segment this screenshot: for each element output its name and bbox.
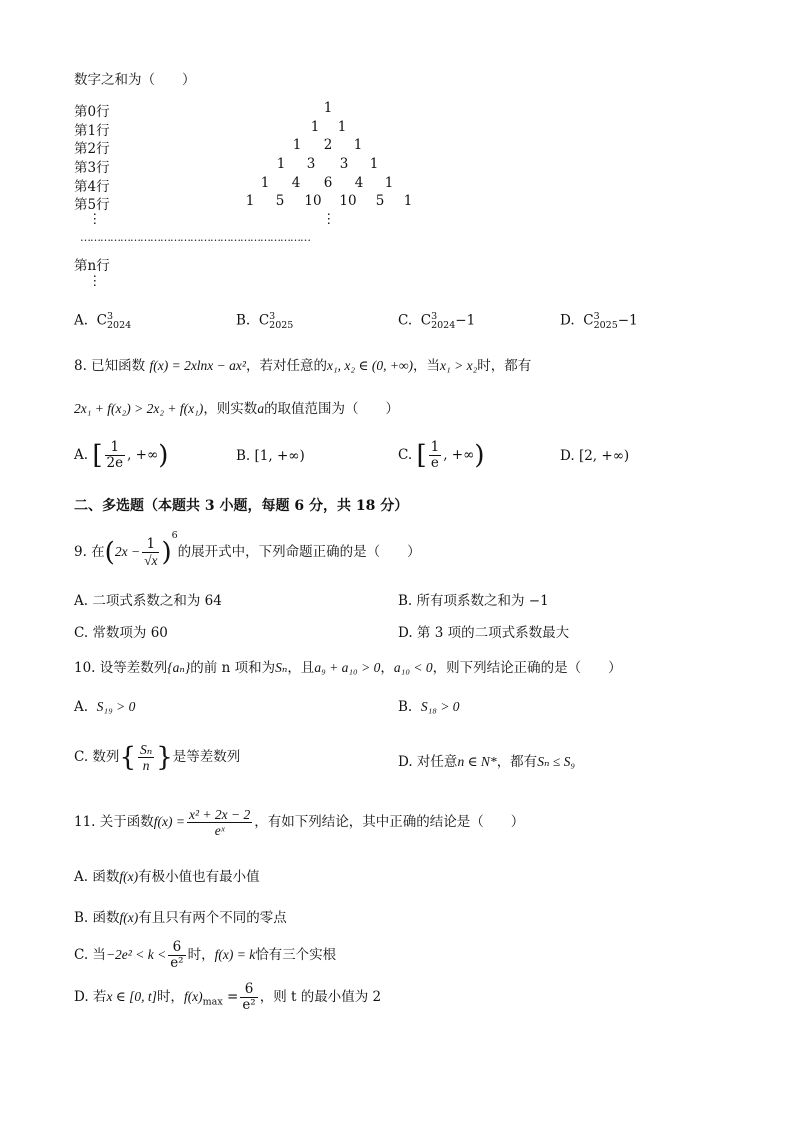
q11-option-a: A. 函数f(x)有极小值也有最小值 [74,869,260,885]
triangle-number: 4 [291,175,301,191]
triangle-number: 4 [354,175,364,191]
triangle-number: 1 [260,175,270,191]
q9-stem: 9. 在(2x − $\frac{1}{√x}$ )$^6$的展开式中，下列命题正确的是（ ） [74,530,421,568]
q10-option-c: C. 数列{ $\frac{\text{Sₙ}}{n}$ }是等差数列 [74,742,241,773]
q9-option-a: A. 二项式系数之和为 64 [74,593,222,609]
triangle-number: 5 [375,193,385,209]
question-continuation: 数字之和为（ ） [74,72,196,88]
triangle-number: 10 [304,193,322,209]
q10-option-b: B. S₁₈ > 0 [398,699,460,715]
triangle-number: 1 [292,137,302,153]
q10-option-d: D. 对任意n ∈ N*，都有Sₙ ≤ S₉ [398,754,576,770]
vdots: ⋮ [322,211,336,227]
q8-option-a: A. [ $\frac{1}{2e}$ , +∞) [74,439,169,471]
triangle-number: 3 [306,156,316,172]
triangle-number: 3 [339,156,349,172]
vdots: ⋮ [88,273,102,289]
row-label: 第5行 [74,197,110,213]
q8-stem-line1: 8. 已知函数 f(x) = 2xlnx − ax²，若对任意的x₁, x₂ ∈ (0, +∞)，当x₁ > x₂时，都有 [74,358,532,374]
q9-option-b: B. 所有项系数之和为 −1 [398,593,549,609]
q8-option-c: C. [ $\frac{1}{e}$ , +∞) [398,439,485,471]
q9-option-d: D. 第 3 项的二项式系数最大 [398,625,570,641]
triangle-number: 10 [339,193,357,209]
row-label: 第3行 [74,160,110,176]
triangle-number: 2 [323,137,333,153]
triangle-number: 1 [384,175,394,191]
triangle-number: 6 [323,175,333,191]
triangle-number: 1 [245,193,255,209]
row-label: 第0行 [74,104,110,120]
q8-option-d: D. [2, +∞) [560,448,630,464]
q11-option-d: D. 若x ∈ [0, t]时，$f(x)_{max}$ = $\frac{6}{\text{e²}}$ ，则 t 的最小值为 2 [74,981,382,1013]
q11-stem: 11. 关于函数f(x) = $\frac{\text{x² + 2x − 2}}{\text{eˣ}}$ ，有如下列结论，其中正确的结论是（ ） [74,807,525,838]
row-label: 第1行 [74,123,110,139]
triangle-number: 1 [369,156,379,172]
q10-option-a: A. S₁₉ > 0 [74,699,136,715]
row-label: 第4行 [74,179,110,195]
q7-option-c: C. C 3 2024 −1 [398,311,476,331]
triangle-number: 1 [353,137,363,153]
q8-stem-line2: 2x₁ + f(x₂) > 2x₂ + f(x₁)，则实数a的取值范围为（ ） [74,401,400,417]
q9-option-c: C. 常数项为 60 [74,625,168,641]
section-heading: 二、多选题（本题共 3 小题，每题 6 分，共 18 分） [74,498,409,514]
vdots: ⋮ [88,211,102,227]
triangle-number: 1 [403,193,413,209]
q10-stem: 10. 设等差数列{aₙ}的前 n 项和为Sₙ，且a₉ + a₁₀ > 0，a₁₀ < 0，则下列结论正确的是（ ） [74,660,622,676]
q8-option-b: B. [1, +∞) [236,448,305,464]
row-label: 第2行 [74,141,110,157]
dotted-line: …………………………………………………………… [80,231,310,244]
triangle-number: 5 [275,193,285,209]
triangle-number: 1 [323,100,333,116]
q7-option-b: B. C 3 2025 [236,311,294,331]
row-label-n: 第n行 [74,258,110,274]
q11-option-c: C. 当−2e² < k < $\frac{6}{\text{e²}}$ 时，f(x) = k恰有三个实根 [74,939,337,971]
q11-option-b: B. 函数f(x)有且只有两个不同的零点 [74,910,287,926]
q7-option-a: A. C 3 2024 [74,311,132,331]
triangle-number: 1 [276,156,286,172]
triangle-number: 1 [337,119,347,135]
triangle-number: 1 [310,119,320,135]
q7-option-d: D. C 3 2025 −1 [560,311,638,331]
